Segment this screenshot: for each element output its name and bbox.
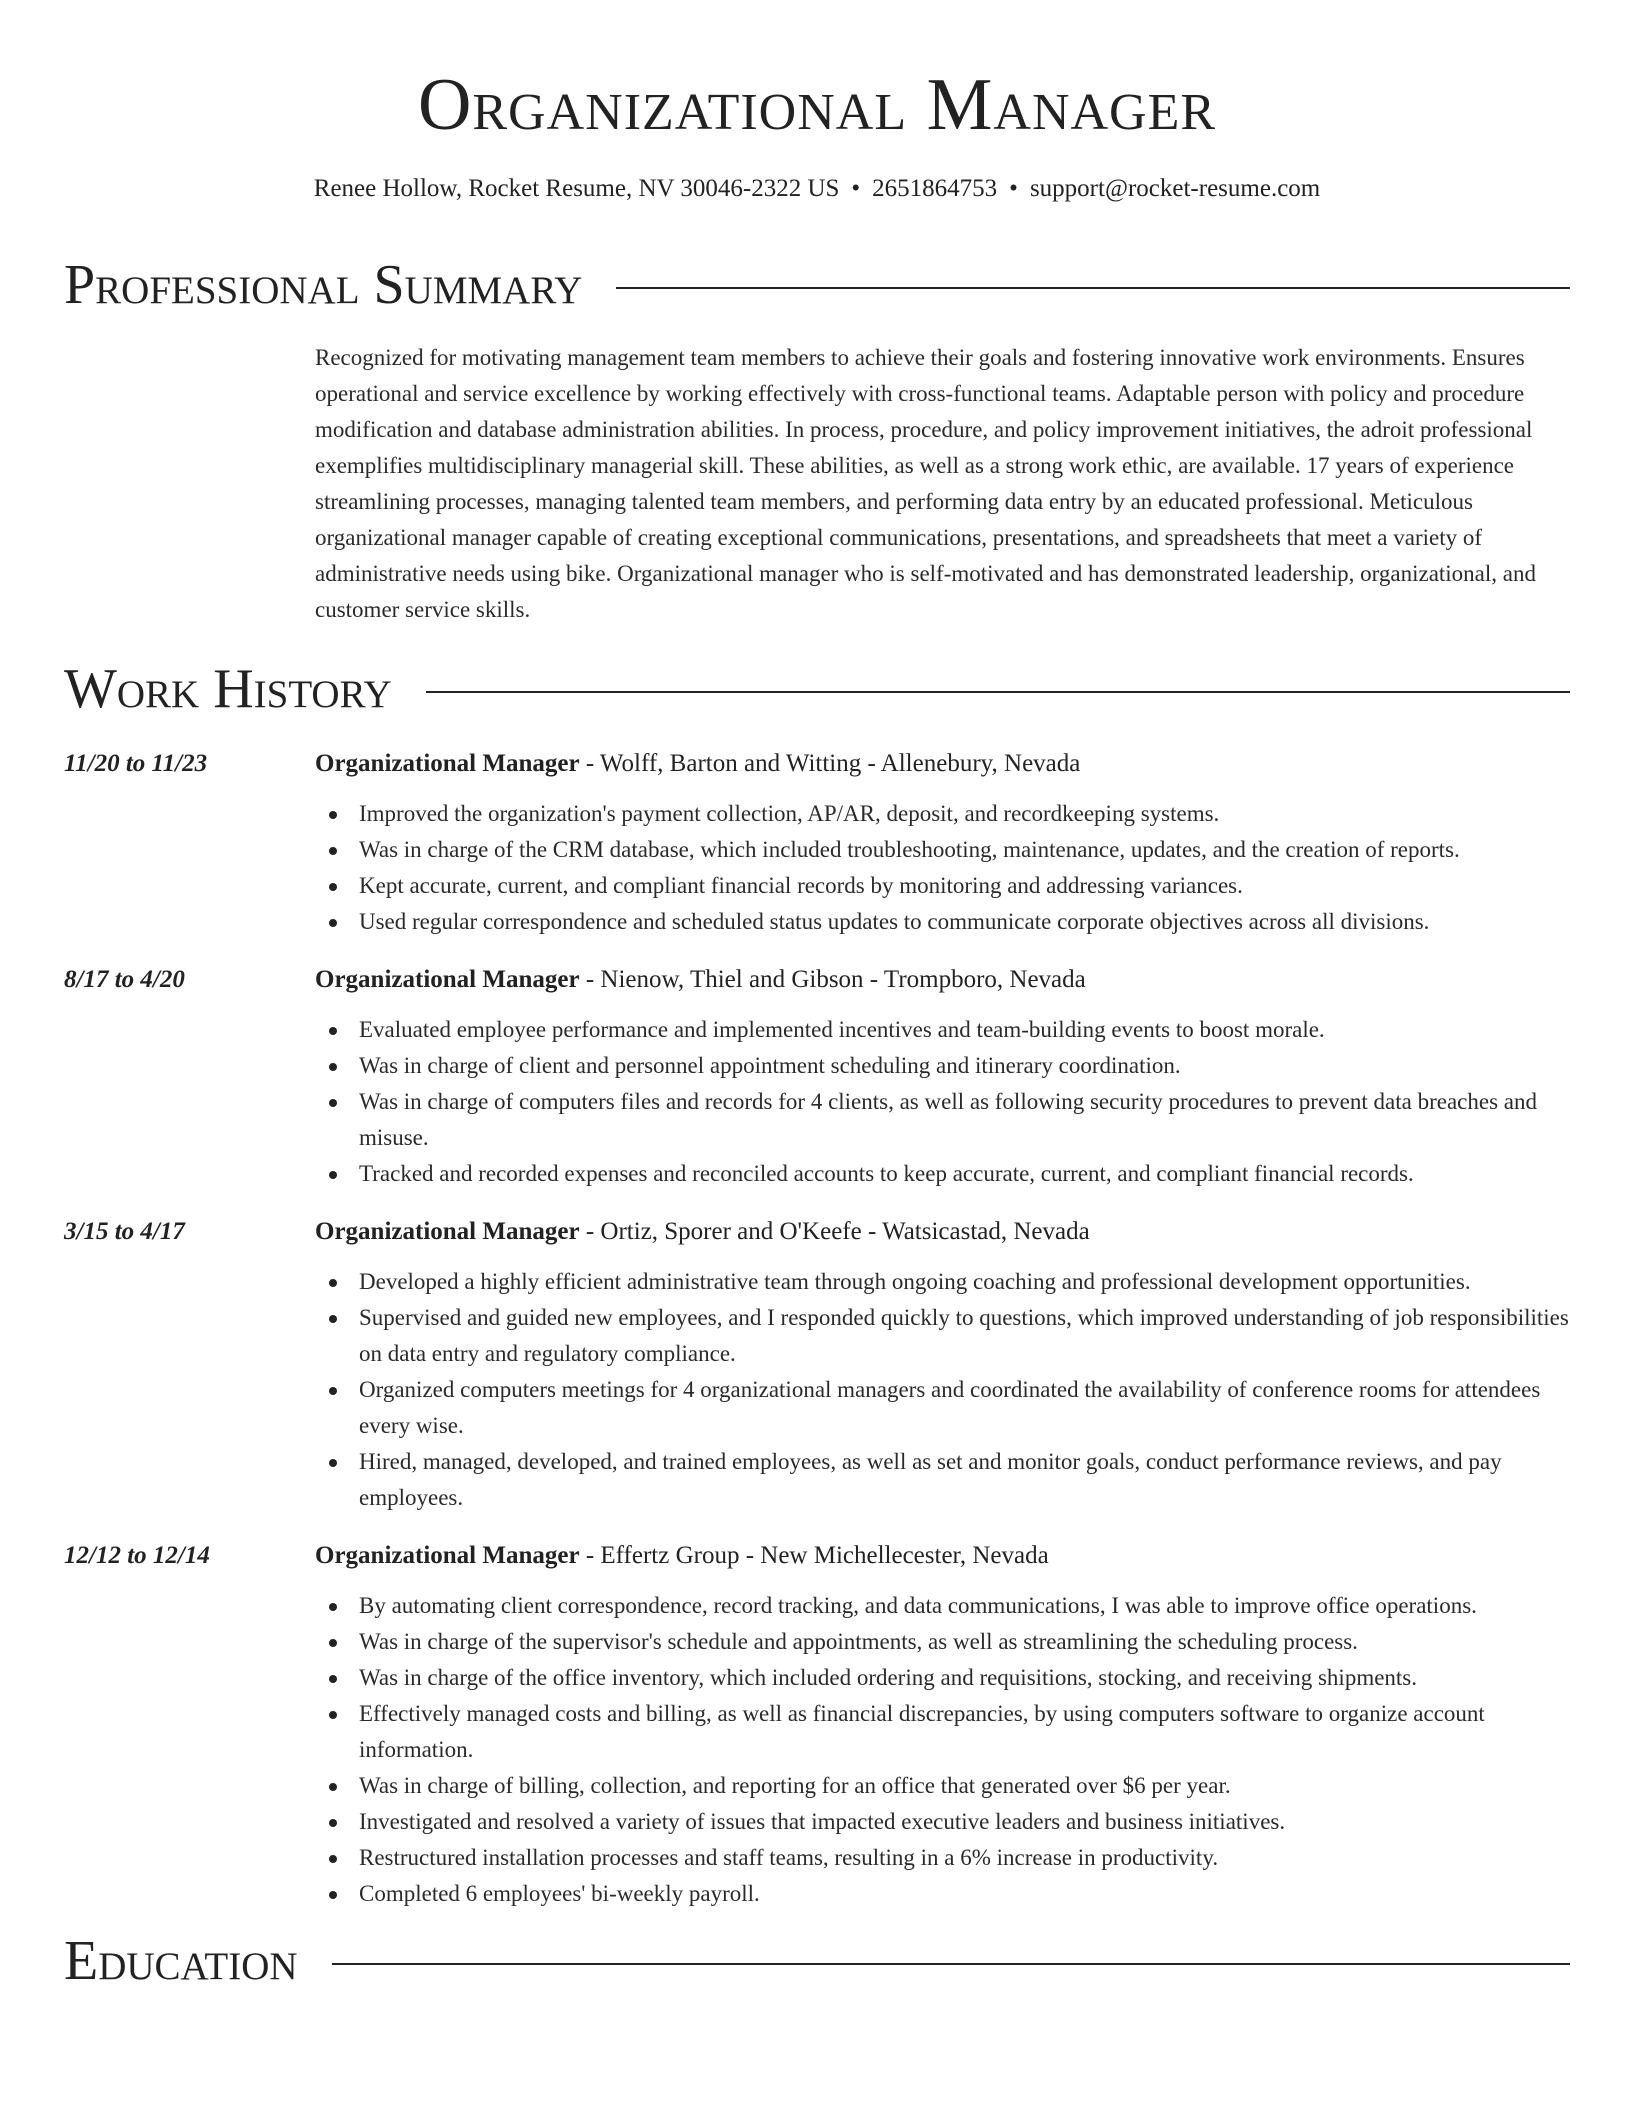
education-section-heading: [64, 1930, 1570, 1992]
list-item: Investigated and resolved a variety of issues that impacted executive leaders and business initiatives.: [359, 1804, 1570, 1840]
list-item: Tracked and recorded expenses and reconciled accounts to keep accurate, current, and compliant financial records.: [359, 1156, 1570, 1192]
section-divider: [426, 691, 1570, 693]
list-item: Was in charge of client and personnel appointment scheduling and itinerary coordination.: [359, 1048, 1570, 1084]
job-employer-location: - Wolff, Barton and Witting - Allenebury, Nevada: [579, 750, 1081, 777]
job-entry: [64, 1214, 1570, 1516]
contact-separator: •: [851, 175, 861, 202]
job-role: Organizational Manager: [315, 1542, 580, 1569]
job-dates: 11/20 to 11/23: [64, 750, 208, 777]
list-item: Developed a highly efficient administrative team through ongoing coaching and professional development opportunities.: [359, 1264, 1570, 1300]
job-title-line: [315, 1214, 1570, 1250]
contact-line: [64, 172, 1570, 206]
contact-address: Renee Hollow, Rocket Resume, NV 30046-2322 US: [313, 175, 840, 202]
list-item: Restructured installation processes and staff teams, resulting in a 6% increase in productivity.: [359, 1840, 1570, 1876]
list-item: Was in charge of the office inventory, which included ordering and requisitions, stocking, and receiving shipments.: [359, 1660, 1570, 1696]
job-dates: 8/17 to 4/20: [64, 966, 185, 993]
list-item: Evaluated employee performance and implemented incentives and team-building events to boost morale.: [359, 1012, 1570, 1048]
resume-name-title: Organizational Manager: [417, 64, 1217, 146]
list-item: Was in charge of billing, collection, and reporting for an office that generated over $6 per year.: [359, 1768, 1570, 1804]
resume-page: [64, 0, 1570, 1992]
job-bullets: [315, 796, 1570, 940]
section-divider: [332, 1963, 1570, 1965]
job-role: Organizational Manager: [315, 1218, 580, 1245]
job-employer-location: - Effertz Group - New Michellecester, Nevada: [579, 1542, 1049, 1569]
work-history-section-heading: [64, 658, 1570, 720]
jobs-list: [64, 746, 1570, 1912]
summary-heading-text: Professional Summary: [64, 254, 583, 316]
job-entry: [64, 746, 1570, 940]
job-bullets: [315, 1012, 1570, 1192]
job-body: [315, 1214, 1570, 1516]
job-title-line: [315, 746, 1570, 782]
job-bullets: [315, 1588, 1570, 1912]
job-role: Organizational Manager: [315, 750, 580, 777]
education-heading-text: Education: [64, 1930, 298, 1992]
job-body: [315, 962, 1570, 1192]
list-item: Was in charge of computers files and records for 4 clients, as well as following security procedures to prevent data breaches and misuse.: [359, 1084, 1570, 1156]
list-item: Organized computers meetings for 4 organizational managers and coordinated the availability of conference rooms for attendees every wise.: [359, 1372, 1570, 1444]
job-title-line: [315, 1538, 1570, 1574]
job-title-line: [315, 962, 1570, 998]
contact-separator: •: [1009, 175, 1018, 202]
job-employer-location: - Nienow, Thiel and Gibson - Trompboro, Nevada: [579, 966, 1086, 993]
contact-phone: 2651864753: [872, 175, 998, 202]
list-item: By automating client correspondence, record tracking, and data communications, I was able to improve office operations.: [359, 1588, 1570, 1624]
list-item: Was in charge of the supervisor's schedule and appointments, as well as streamlining the scheduling process.: [359, 1624, 1570, 1660]
job-role: Organizational Manager: [315, 966, 580, 993]
job-body: [315, 1538, 1570, 1912]
summary-section-heading: [64, 254, 1570, 316]
list-item: Kept accurate, current, and compliant financial records by monitoring and addressing variances.: [359, 868, 1570, 904]
job-dates: 3/15 to 4/17: [64, 1218, 185, 1245]
job-dates: 12/12 to 12/14: [64, 1542, 210, 1569]
list-item: Was in charge of the CRM database, which included troubleshooting, maintenance, updates, and the creation of reports.: [359, 832, 1570, 868]
section-divider: [616, 287, 1570, 289]
job-employer-location: - Ortiz, Sporer and O'Keefe - Watsicastad, Nevada: [579, 1218, 1090, 1245]
list-item: Improved the organization's payment collection, AP/AR, deposit, and recordkeeping systems.: [359, 796, 1570, 832]
job-entry: [64, 1538, 1570, 1912]
job-body: [315, 746, 1570, 940]
list-item: Hired, managed, developed, and trained employees, as well as set and monitor goals, conduct performance reviews, and pay employees.: [359, 1444, 1570, 1516]
list-item: Completed 6 employees' bi-weekly payroll.: [359, 1876, 1570, 1912]
list-item: Used regular correspondence and scheduled status updates to communicate corporate objectives across all divisions.: [359, 904, 1570, 940]
work-history-heading-text: Work History: [64, 658, 392, 720]
job-entry: [64, 962, 1570, 1192]
list-item: Supervised and guided new employees, and I responded quickly to questions, which improved understanding of job responsibilities on data entry and regulatory compliance.: [359, 1300, 1570, 1372]
contact-email: support@rocket-resume.com: [1029, 175, 1321, 202]
summary-paragraph: Recognized for motivating management team members to achieve their goals and fostering innovative work environments. Ensures operational and service excellence by working effectively with cross-functional teams. Adaptable person with policy and procedure modification and database administration abilities. In process, procedure, and policy improvement initiatives, the adroit professional exemplifies multidisciplinary managerial skill. These abilities, as well as a strong work ethic, are available. 17 years of experience streamlining processes, managing talented team members, and performing data entry by an educated professional. Meticulous organizational manager capable of creating exceptional communications, presentations, and spreadsheets that meet a variety of administrative needs using bike. Organizational manager who is self-motivated and has demonstrated leadership, organizational, and customer service skills.: [315, 345, 1536, 622]
job-bullets: [315, 1264, 1570, 1516]
list-item: Effectively managed costs and billing, as well as financial discrepancies, by using computers software to organize account information.: [359, 1696, 1570, 1768]
